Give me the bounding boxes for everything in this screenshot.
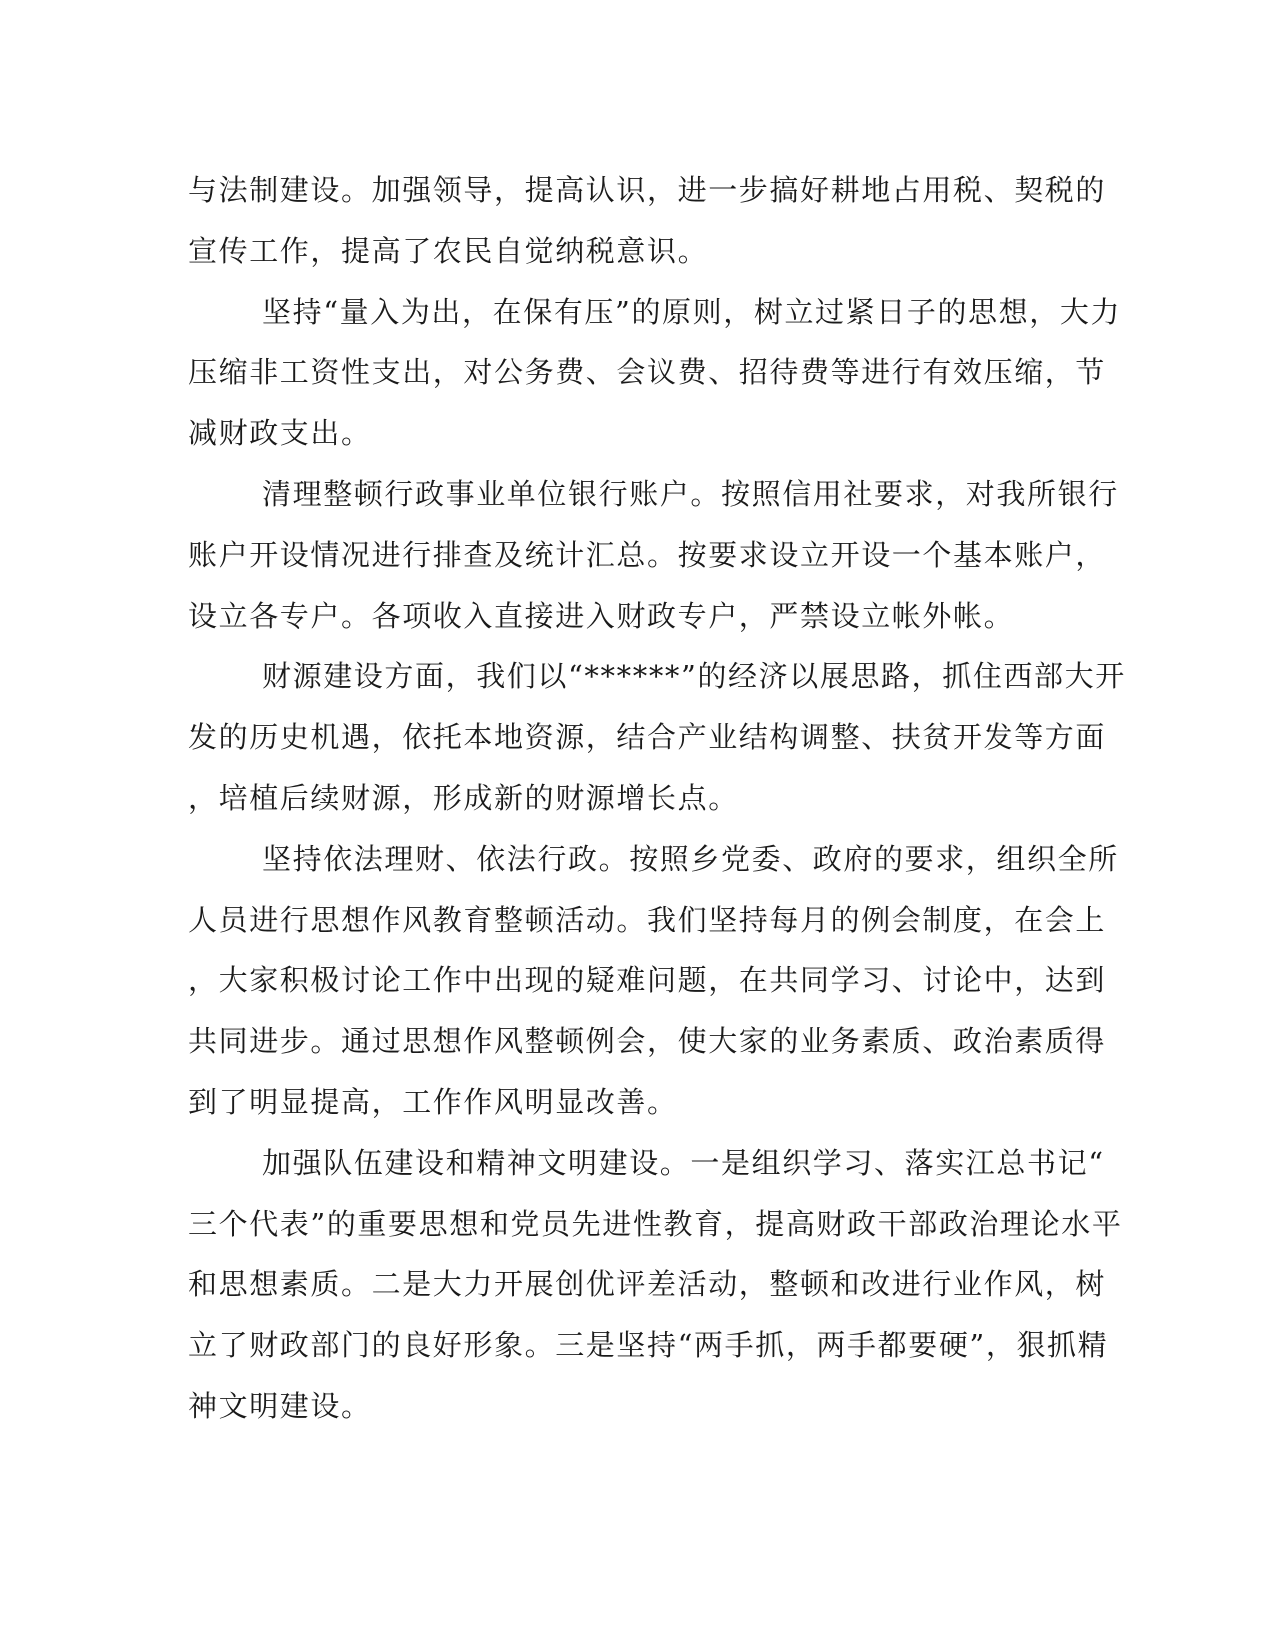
text-line: 三个代表”的重要思想和党员先进性教育，提高财政干部政治理论水平 [188, 1206, 1123, 1241]
text-line: 神文明建设。 [188, 1388, 372, 1423]
paragraph-4 [188, 646, 1126, 828]
text-line: 到了明显提高，工作作风明显改善。 [188, 1084, 678, 1119]
paragraph-6 [188, 1133, 1123, 1437]
text-line: 清理整顿行政事业单位银行账户。按照信用社要求，对我所银行 [262, 476, 1119, 511]
text-line: 加强队伍建设和精神文明建设。一是组织学习、落实江总书记“ [262, 1145, 1105, 1180]
text-line: 和思想素质。二是大力开展创优评差活动，整顿和改进行业作风，树 [188, 1267, 1107, 1302]
text-line: ，大家积极讨论工作中出现的疑难问题，在共同学习、讨论中，达到 [188, 963, 1107, 998]
text-line: 账户开设情况进行排查及统计汇总。按要求设立开设一个基本账户， [188, 537, 1107, 572]
text-line: 压缩非工资性支出，对公务费、会议费、招待费等进行有效压缩，节 [188, 355, 1107, 390]
text-line: 设立各专户。各项收入直接进入财政专户，严禁设立帐外帐。 [188, 598, 1015, 633]
paragraph-5 [188, 829, 1119, 1133]
paragraph-1 [188, 160, 1107, 282]
text-line: 立了财政部门的良好形象。三是坚持“两手抓，两手都要硬”，狠抓精 [188, 1328, 1109, 1363]
text-line: 与法制建设。加强领导，提高认识，进一步搞好耕地占用税、契税的 [188, 173, 1107, 207]
document-body [188, 160, 1126, 1437]
paragraph-2 [188, 282, 1122, 464]
text-line: 发的历史机遇，依托本地资源，结合产业结构调整、扶贫开发等方面 [188, 720, 1107, 755]
text-line: 共同进步。通过思想作风整顿例会，使大家的业务素质、政治素质得 [188, 1024, 1107, 1059]
text-line: ，培植后续财源，形成新的财源增长点。 [188, 780, 739, 815]
text-line: 坚持依法理财、依法行政。按照乡党委、政府的要求，组织全所 [262, 841, 1119, 876]
text-line: 人员进行思想作风教育整顿活动。我们坚持每月的例会制度，在会上 [188, 902, 1107, 937]
paragraph-3 [188, 464, 1119, 646]
text-line: 坚持“量入为出，在保有压”的原则，树立过紧日子的思想，大力 [262, 294, 1122, 329]
text-line: 宣传工作，提高了农民自觉纳税意识。 [188, 233, 709, 268]
text-line: 财源建设方面，我们以“******”的经济以展思路，抓住西部大开 [262, 659, 1126, 694]
text-line: 减财政支出。 [188, 416, 372, 451]
